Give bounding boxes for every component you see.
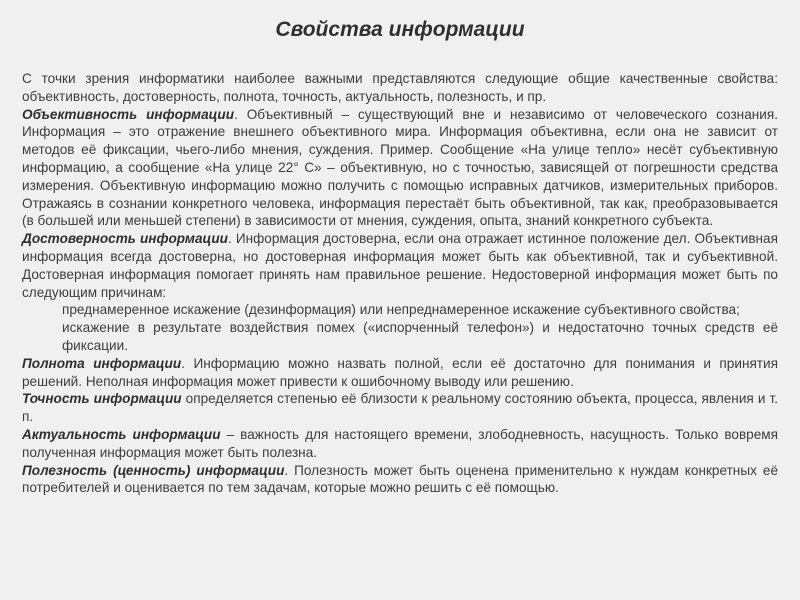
reliability-text: . Информация достоверна, если она отражает истинное положение дел. Объективная информация всегда достоверна, но достоверная информация может быть как объективной, так и субъективной. Достоверная информация помогает принять нам правильное решение. Недостоверной информация может быть по следующим причинам:: [22, 231, 778, 300]
objectivity-text: . Объективный – существующий вне и независимо от человеческого сознания. Информация – это отражение внешнего объективного мира. Информация объективна, если она не зависит от методов её фиксации, чьего-либо мнения, суждения. Пример. Сообщение «На улице тепло» несёт субъективную информацию, а сообщение «На улице 22° С» – объективную, но с точностью, зависящей от погрешности средства измерения. Объективную информацию можно получить с помощью исправных датчиков, измерительных приборов. Отражаясь в сознании конкретного человека, информация перестаёт быть объективной, так как, преобразовывается (в большей или меньшей степени) в зависимости от мнения, суждения, опыта, знаний конкретного субъекта.: [22, 106, 778, 229]
reliability-reason-2: искажение в результате воздействия помех («испорченный телефон») и недостаточно точных средств её фиксации.: [62, 320, 778, 353]
relevance-term: Актуальность информации: [22, 426, 221, 442]
reliability-paragraph: [22, 230, 778, 301]
usefulness-term: Полезность (ценность) информации: [22, 462, 285, 478]
document-body: [22, 70, 778, 497]
completeness-term: Полнота информации: [22, 355, 182, 371]
usefulness-paragraph: [22, 462, 778, 498]
reliability-term: Достоверность информации: [22, 231, 228, 247]
objectivity-paragraph: [22, 106, 778, 231]
reliability-reason-1: преднамеренное искажение (дезинформация) или непреднамеренное искажение субъективного свойства;: [62, 302, 740, 318]
page-title: Свойства информации: [275, 18, 525, 41]
usefulness-text: . Полезность может быть оценена применительно к нуждам конкретных её потребителей и оценивается по тем задачам, которые можно решить с её помощью.: [22, 462, 778, 496]
relevance-paragraph: [22, 426, 778, 462]
intro-paragraph: С точки зрения информатики наиболее важными представляются следующие общие качественные свойства: объективность, достоверность, полнота, точность, актуальность, полезность, и пр.: [22, 71, 778, 104]
completeness-paragraph: [22, 355, 778, 391]
accuracy-term: Точность информации: [22, 391, 182, 407]
relevance-text: – важность для настоящего времени, злободневность, насущность. Только вовремя полученная информация может быть полезна.: [22, 426, 778, 460]
completeness-text: . Информацию можно назвать полной, если её достаточно для понимания и принятия решений. Неполная информация может привести к ошибочному выводу или решению.: [22, 355, 778, 389]
accuracy-text: определяется степенью её близости к реальному состоянию объекта, процесса, явления и т. п.: [22, 391, 778, 425]
accuracy-paragraph: [22, 390, 778, 426]
objectivity-term: Объективность информации: [22, 106, 235, 122]
